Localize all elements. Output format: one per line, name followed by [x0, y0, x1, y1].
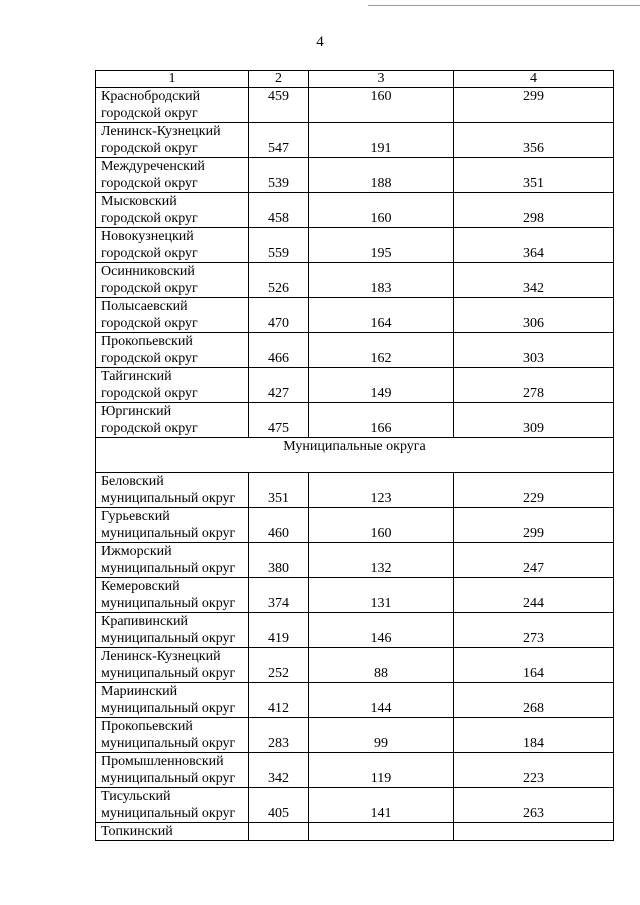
value-col4: 278 [454, 368, 614, 403]
district-name-line1: Промышленновский [101, 754, 224, 769]
district-name [96, 123, 249, 158]
district-name [96, 683, 249, 718]
district-name-line2: муниципальный округ [101, 631, 236, 646]
table-row [96, 823, 614, 841]
district-name-line1: Новокузнецкий [101, 229, 194, 244]
value-col3: 164 [309, 298, 454, 333]
table-row [96, 333, 614, 368]
district-name-line1: Ижморский [101, 544, 172, 559]
table-row [96, 753, 614, 788]
district-name [96, 508, 249, 543]
value-col2: 283 [249, 718, 309, 753]
district-name-line2: городской округ [101, 386, 198, 401]
district-name-line1: Ленинск-Кузнецкий [101, 124, 221, 139]
district-name [96, 613, 249, 648]
district-name-line1: Беловский [101, 474, 164, 489]
value-col2: 539 [249, 158, 309, 193]
district-name-line1: Междуреченский [101, 159, 205, 174]
value-col4: 356 [454, 123, 614, 158]
value-col2: 466 [249, 333, 309, 368]
value-col2: 351 [249, 473, 309, 508]
page-number: 4 [316, 34, 324, 50]
value-col4: 364 [454, 228, 614, 263]
district-name-line2: городской округ [101, 316, 198, 331]
district-name [96, 158, 249, 193]
district-name [96, 473, 249, 508]
value-col4: 263 [454, 788, 614, 823]
district-name-line1: Осинниковский [101, 264, 195, 279]
table-row [96, 648, 614, 683]
value-col4: 268 [454, 683, 614, 718]
district-name-line2: городской округ [101, 281, 198, 296]
table-row [96, 543, 614, 578]
district-name-line2: городской округ [101, 141, 198, 156]
value-col3: 160 [309, 88, 454, 123]
top-rule [368, 5, 640, 6]
value-col4: 351 [454, 158, 614, 193]
value-col4: 309 [454, 403, 614, 438]
district-name [96, 333, 249, 368]
value-col4: 303 [454, 333, 614, 368]
district-name-line1: Мариинский [101, 684, 178, 699]
district-name-line1: Прокопьевский [101, 719, 193, 734]
district-name-line1: Краснобродский [101, 89, 201, 104]
table-row [96, 508, 614, 543]
district-name [96, 368, 249, 403]
district-name [96, 88, 249, 123]
value-col2: 475 [249, 403, 309, 438]
value-col4 [454, 823, 614, 841]
district-name-line2: муниципальный округ [101, 771, 236, 786]
value-col3: 99 [309, 718, 454, 753]
district-name-line2: муниципальный округ [101, 526, 236, 541]
value-col2: 412 [249, 683, 309, 718]
district-name-line2: городской округ [101, 421, 198, 436]
value-col2: 419 [249, 613, 309, 648]
value-col2: 427 [249, 368, 309, 403]
district-name-line2: муниципальный округ [101, 701, 236, 716]
table-row [96, 578, 614, 613]
district-name [96, 788, 249, 823]
value-col4: 306 [454, 298, 614, 333]
district-name-line2: муниципальный округ [101, 561, 236, 576]
value-col2: 547 [249, 123, 309, 158]
value-col3: 160 [309, 193, 454, 228]
district-name-line1: Полысаевский [101, 299, 188, 314]
header-cell-1: 1 [96, 71, 249, 88]
value-col3: 131 [309, 578, 454, 613]
table-row [96, 228, 614, 263]
header-cell-3: 3 [309, 71, 454, 88]
value-col2: 470 [249, 298, 309, 333]
value-col2: 459 [249, 88, 309, 123]
table-row [96, 403, 614, 438]
value-col3: 144 [309, 683, 454, 718]
value-col3: 88 [309, 648, 454, 683]
value-col4: 299 [454, 508, 614, 543]
district-name-line2: городской округ [101, 351, 198, 366]
district-name-line1: Гурьевский [101, 509, 170, 524]
value-col2: 374 [249, 578, 309, 613]
district-name [96, 298, 249, 333]
district-name-line2: городской округ [101, 211, 198, 226]
value-col4: 247 [454, 543, 614, 578]
value-col4: 244 [454, 578, 614, 613]
table-row [96, 788, 614, 823]
value-col2 [249, 823, 309, 841]
value-col3: 141 [309, 788, 454, 823]
district-name-line2: муниципальный округ [101, 666, 236, 681]
data-table [95, 70, 614, 841]
table-row [96, 158, 614, 193]
header-cell-4: 4 [454, 71, 614, 88]
value-col2: 460 [249, 508, 309, 543]
district-name [96, 228, 249, 263]
district-name-line1: Прокопьевский [101, 334, 193, 349]
value-col4: 229 [454, 473, 614, 508]
value-col2: 380 [249, 543, 309, 578]
table-row [96, 123, 614, 158]
value-col3: 119 [309, 753, 454, 788]
value-col4: 164 [454, 648, 614, 683]
value-col3: 183 [309, 263, 454, 298]
value-col4: 299 [454, 88, 614, 123]
table-row [96, 193, 614, 228]
district-name [96, 648, 249, 683]
value-col4: 184 [454, 718, 614, 753]
value-col4: 273 [454, 613, 614, 648]
district-name-line1: Тайгинский [101, 369, 172, 384]
value-col2: 458 [249, 193, 309, 228]
value-col3: 132 [309, 543, 454, 578]
district-name [96, 543, 249, 578]
table-row [96, 88, 614, 123]
district-name-line1: Ленинск-Кузнецкий [101, 649, 221, 664]
district-name: Топкинский [96, 823, 249, 841]
district-name [96, 263, 249, 298]
section-title: Муниципальные округа [96, 438, 614, 473]
value-col3: 166 [309, 403, 454, 438]
table-row [96, 613, 614, 648]
district-name [96, 578, 249, 613]
table-row [96, 298, 614, 333]
section-row [96, 438, 614, 473]
value-col2: 252 [249, 648, 309, 683]
value-col3: 123 [309, 473, 454, 508]
district-name-line2: городской округ [101, 176, 198, 191]
value-col2: 405 [249, 788, 309, 823]
district-name-line1: Мысковский [101, 194, 177, 209]
table-row [96, 473, 614, 508]
district-name-line1: Тисульский [101, 789, 171, 804]
district-name [96, 193, 249, 228]
value-col2: 526 [249, 263, 309, 298]
district-name [96, 403, 249, 438]
district-name [96, 718, 249, 753]
header-cell-2: 2 [249, 71, 309, 88]
district-name [96, 753, 249, 788]
value-col3: 191 [309, 123, 454, 158]
value-col3: 162 [309, 333, 454, 368]
value-col3: 188 [309, 158, 454, 193]
value-col3: 195 [309, 228, 454, 263]
value-col2: 559 [249, 228, 309, 263]
value-col3 [309, 823, 454, 841]
district-name-line1: Крапивинский [101, 614, 188, 629]
value-col4: 298 [454, 193, 614, 228]
value-col3: 149 [309, 368, 454, 403]
district-name-line2: муниципальный округ [101, 596, 236, 611]
district-name-line1: Юргинский [101, 404, 172, 419]
table-row [96, 263, 614, 298]
header-row [96, 71, 614, 88]
value-col3: 146 [309, 613, 454, 648]
table-row [96, 368, 614, 403]
value-col3: 160 [309, 508, 454, 543]
district-name-line2: муниципальный округ [101, 736, 236, 751]
table-row [96, 718, 614, 753]
table-row [96, 683, 614, 718]
value-col4: 342 [454, 263, 614, 298]
value-col2: 342 [249, 753, 309, 788]
district-name-line2: муниципальный округ [101, 491, 236, 506]
district-name-line1: Кемеровский [101, 579, 180, 594]
district-name-line2: муниципальный округ [101, 806, 236, 821]
district-name-line2: городской округ [101, 106, 198, 121]
district-name-line2: городской округ [101, 246, 198, 261]
value-col4: 223 [454, 753, 614, 788]
